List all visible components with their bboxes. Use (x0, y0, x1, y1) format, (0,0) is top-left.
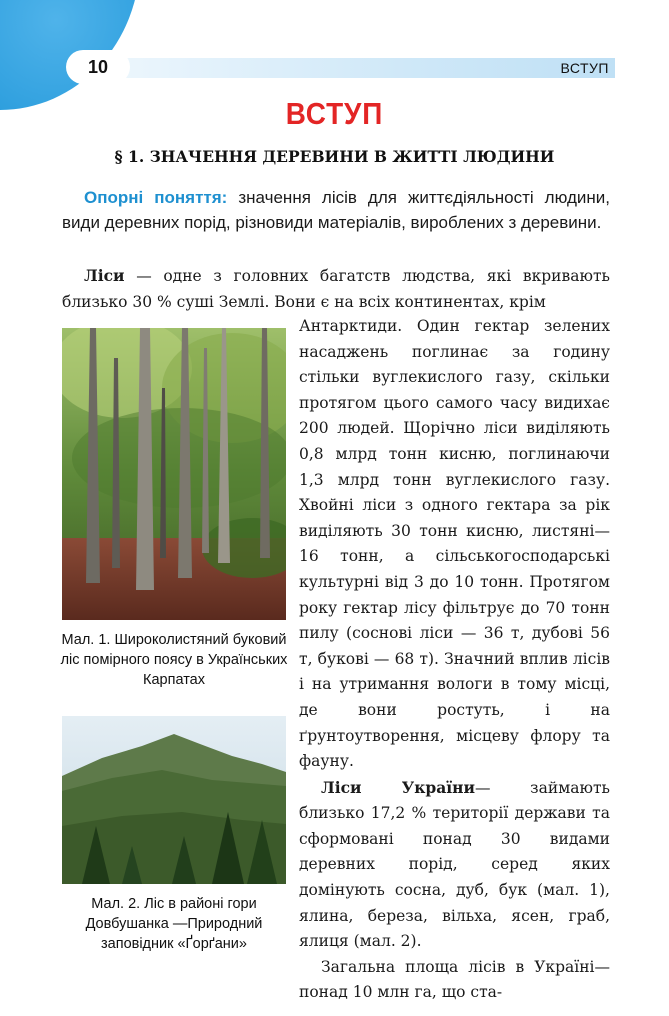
text-column (299, 314, 610, 1006)
page-number: 10 (66, 50, 130, 84)
figure-2-caption: Мал. 2. Ліс в районі гори Довбушанка —Природний заповідник «Ґорґани» (85, 896, 263, 952)
paragraph-forests-facts: Антарктиди. Один гектар зелених насаджень поглинає за годину стільки вуглекислого газу, скільки протягом цього самого часу видихає 200 людей. Щорічно ліси виділяють 0,8 млрд тонн кисню, поглинаючи 1,3 млрд тонн вуглекислого газу. Хвойні ліси з одного гектара за рік виділяють 30 тонн кисню, листяні— 16 тонн, а сільськогосподарські культурні від 3 до 10 тонн. Протягом року гектар лісу фільтрує до 70 тонн пилу (соснові ліси — 36 т, дубові 56 т, букові — 68 т). Значний вплив лісів і на утримання вологи в тому місці, де вони ростуть, і на ґрунтоутворення, місцеву флору та фауну. (299, 317, 610, 771)
key-concepts-label: Опорні поняття: (84, 188, 228, 207)
beech-forest-image (62, 328, 286, 620)
chapter-title: ВСТУП (285, 96, 384, 131)
paragraph-ukraine-forests (299, 775, 610, 955)
term-forests: Ліси (84, 266, 125, 285)
paragraph-forests-intro-text: — одне з головних багатств людства, які вкривають близько 30 % суші Землі. Вони є на всіх континентах, крім (62, 267, 610, 311)
paragraph-forest-area: Загальна площа лісів в Україні— понад 10 млн га, що ста- (299, 957, 610, 1002)
term-ukraine-forests: Ліси України (321, 777, 476, 797)
section-title: § 1. ЗНАЧЕННЯ ДЕРЕВИНИ В ЖИТТІ ЛЮДИНИ (114, 147, 555, 166)
paragraph-ukraine-forests-text: — займають близько 17,2 % території держави та сформовані понад 30 видами деревних порід, серед яких домінують сосна, дуб, бук (мал. 1), ялина, береза, вільха, ясен, граб, ялиця (мал. 2). (299, 778, 611, 951)
running-head: ВСТУП (560, 60, 609, 76)
key-concepts-text: значення лісів для життєдіяльності людини, види деревних порід, різновиди матеріалів, вироблених з деревини. (62, 188, 611, 232)
beech-forest-photo (62, 328, 286, 620)
mountain-forest-image (62, 716, 286, 884)
figure-1-caption: Мал. 1. Широколистяний буковий ліс помірного поясу в Українських Карпатах (60, 632, 288, 688)
paragraph-forests-intro (62, 263, 610, 315)
key-concepts (62, 185, 610, 235)
header-band (95, 58, 615, 78)
mountain-forest-photo (62, 716, 286, 884)
